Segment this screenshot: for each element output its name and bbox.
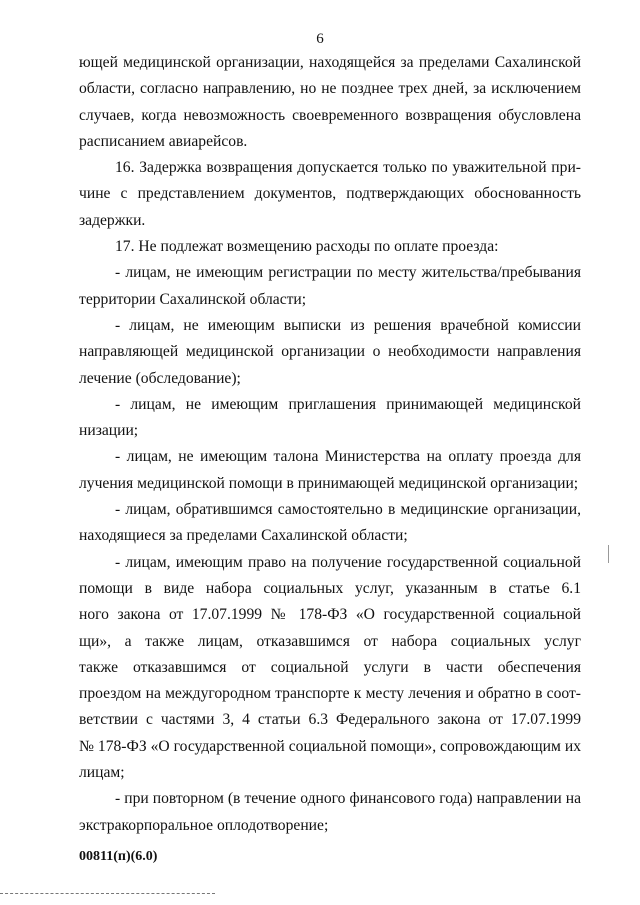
text-line: 17. Не подлежат возмещению расходы по оплате проезда:: [115, 238, 499, 256]
text-line: ного закона от 17.07.1999 № 178-ФЗ «О государственной социальной: [79, 606, 581, 624]
text-line: случаев, когда невозможность своевременного возвращения обусловлена: [79, 106, 581, 124]
text-line: ветствии с частями 3, 4 статьи 6.3 Федерального закона от 17.07.1999: [79, 711, 581, 729]
text-line: чине с представлением документов, подтверждающих обоснованность: [79, 185, 581, 203]
text-line: - лицам, не имеющим приглашения принимающей медицинской: [115, 395, 581, 413]
text-line: помощи в виде набора социальных услуг, указанным в статье 6.1: [79, 579, 581, 597]
text-line: проездом на междугородном транспорте к месту лечения и обратно в соот-: [79, 685, 581, 703]
text-line: экстракорпоральное оплодотворение;: [79, 816, 329, 834]
text-line: направляющей медицинской организации о необходимости направления: [79, 343, 581, 361]
text-line: также отказавшимся от социальной услуги в части обеспечения: [79, 658, 581, 676]
text-line: находящиеся за пределами Сахалинской области;: [79, 527, 408, 545]
text-line: области, согласно направлению, но не позднее трех дней, за исключением: [79, 80, 581, 98]
text-line: расписанием авиарейсов.: [79, 132, 248, 150]
text-line: - лицам, не имеющим регистрации по месту жительства/пребывания: [115, 264, 581, 282]
text-line: - лицам, имеющим право на получение государственной социальной: [115, 553, 581, 571]
document-body: [79, 50, 581, 839]
text-line: ющей медицинской организации, находящейся за пределами Сахалинской: [79, 54, 581, 71]
text-line: задержки.: [79, 211, 146, 229]
text-line: щи», а также лицам, отказавшимся от набора социальных услуг: [79, 632, 581, 650]
document-code: 00811(п)(6.0): [79, 849, 158, 864]
text-line: - лицам, обратившимся самостоятельно в медицинские организации,: [115, 501, 581, 519]
text-line: - лицам, не имеющим талона Министерства на оплату проезда для: [115, 448, 581, 466]
text-line: - при повторном (в течение одного финансового года) направлении на: [115, 790, 581, 808]
text-line: лицам;: [79, 764, 125, 782]
text-line: лечение (обследование);: [79, 369, 241, 387]
text-line: низации;: [79, 422, 139, 440]
bottom-rule: [0, 893, 215, 894]
text-line: лучения медицинской помощи в принимающей медицинской организации;: [79, 474, 579, 492]
text-line: 16. Задержка возвращения допускается только по уважительной при-: [115, 159, 581, 177]
text-line: - лицам, не имеющим выписки из решения врачебной комиссии: [115, 316, 581, 334]
margin-mark: [608, 545, 609, 563]
text-line: территории Сахалинской области;: [79, 290, 307, 308]
page-number: 6: [316, 31, 324, 47]
text-line: № 178-ФЗ «О государственной социальной помощи», сопровождающим их: [79, 737, 581, 755]
